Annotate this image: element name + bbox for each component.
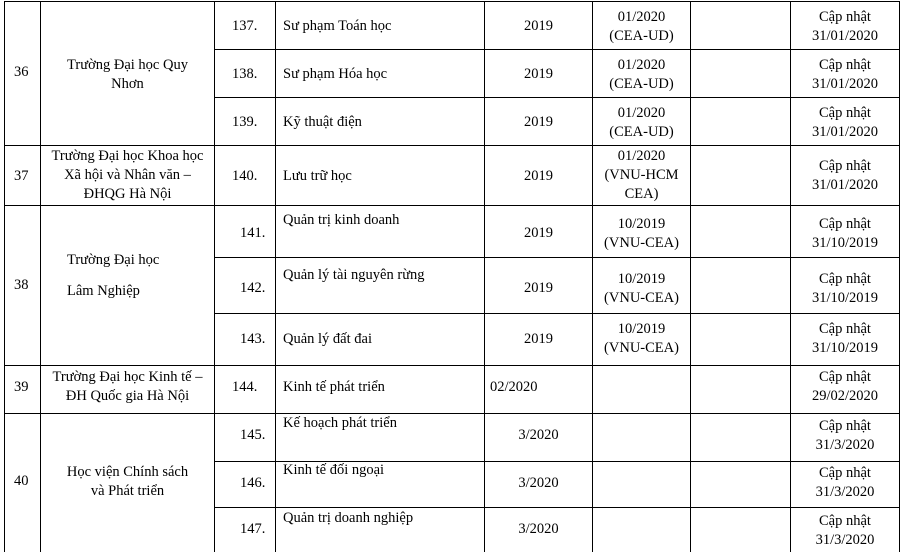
program-name: Kỹ thuật điện: [283, 114, 362, 130]
note-date: 31/3/2020: [815, 532, 875, 548]
program-name: Sư phạm Hóa học: [283, 66, 388, 82]
note: Cập nhật: [819, 158, 871, 174]
school-name-line: ĐHQG Hà Nội: [83, 186, 172, 202]
program-name: Quản trị kinh doanh: [283, 212, 400, 228]
note: Cập nhật: [819, 9, 871, 25]
row-index: 138.: [232, 66, 258, 82]
program-name: Lưu trữ học: [283, 168, 352, 184]
note: Cập nhật: [819, 216, 871, 232]
grid-line: [4, 145, 900, 146]
note-date: 31/3/2020: [815, 484, 875, 500]
grid-line: [4, 365, 900, 366]
year: 2019: [524, 66, 553, 82]
row-index: 142.: [240, 280, 266, 296]
accreditation-org: (VNU-CEA): [604, 235, 679, 251]
grid-line: [4, 1, 5, 552]
school-name-line: Nhơn: [111, 76, 144, 92]
note: Cập nhật: [819, 57, 871, 73]
year: 3/2020: [518, 475, 559, 491]
note-date: 29/02/2020: [811, 388, 879, 404]
program-name: Quản trị doanh nghiệp: [283, 510, 414, 526]
note: Cập nhật: [819, 369, 871, 385]
school-name-line: và Phát triển: [90, 483, 165, 499]
row-index: 145.: [240, 427, 266, 443]
grid-line: [214, 507, 900, 508]
note: Cập nhật: [819, 271, 871, 287]
accreditation-org: (VNU-HCM: [604, 167, 679, 183]
note-date: 31/10/2019: [811, 290, 879, 306]
accreditation-org: (VNU-CEA): [604, 290, 679, 306]
year: 3/2020: [518, 521, 559, 537]
note-date: 31/01/2020: [811, 177, 879, 193]
accreditation: 01/2020: [617, 105, 666, 121]
school-name-line: ĐH Quốc gia Hà Nội: [65, 388, 190, 404]
program-name: Kinh tế phát triển: [283, 379, 385, 395]
grid-line: [690, 1, 691, 552]
program-name: Kế hoạch phát triển: [283, 415, 397, 431]
note-date: 31/01/2020: [811, 76, 879, 92]
school-name-line: Học viện Chính sách: [66, 464, 189, 480]
row-index: 147.: [240, 521, 266, 537]
row-index: 137.: [232, 18, 258, 34]
row-index: 139.: [232, 114, 258, 130]
accreditation: 01/2020: [617, 9, 666, 25]
note: Cập nhật: [819, 105, 871, 121]
note-date: 31/10/2019: [811, 235, 879, 251]
grid-line: [214, 1, 215, 552]
note: Cập nhật: [819, 465, 871, 481]
accreditation: 10/2019: [617, 271, 666, 287]
grid-line: [4, 205, 900, 206]
grid-line: [275, 1, 276, 552]
accreditation-org-cont: CEA): [624, 186, 659, 202]
school-name-line: Xã hội và Nhân văn –: [64, 167, 191, 183]
note: Cập nhật: [819, 321, 871, 337]
accreditation: 01/2020: [617, 148, 666, 164]
row-index: 144.: [232, 379, 258, 395]
grid-line: [4, 413, 900, 414]
school-name-line: Lâm Nghiệp: [67, 283, 140, 299]
program-name: Quản lý đất đai: [283, 331, 372, 347]
group-number: 40: [14, 473, 29, 489]
grid-line: [214, 49, 900, 50]
note-date: 31/3/2020: [815, 437, 875, 453]
school-name-line: Trường Đại học Kinh tế –: [52, 369, 203, 385]
row-index: 146.: [240, 475, 266, 491]
accreditation-org: (CEA-UD): [609, 28, 674, 44]
year: 2019: [524, 331, 553, 347]
program-name: Kinh tế đối ngoại: [283, 462, 385, 478]
program-name: Sư phạm Toán học: [283, 18, 392, 34]
note-date: 31/01/2020: [811, 28, 879, 44]
group-number: 37: [14, 168, 29, 184]
group-number: 38: [14, 277, 29, 293]
grid-line: [4, 1, 900, 2]
school-name-line: Trường Đại học: [67, 252, 160, 268]
school-name-line: Trường Đại học Quy: [67, 57, 188, 73]
group-number: 36: [14, 64, 29, 80]
note: Cập nhật: [819, 513, 871, 529]
grid-line: [214, 97, 900, 98]
accreditation-org: (CEA-UD): [609, 76, 674, 92]
year: 2019: [524, 168, 553, 184]
year: 3/2020: [518, 427, 559, 443]
group-number: 39: [14, 379, 29, 395]
accreditation: 10/2019: [617, 216, 666, 232]
row-index: 143.: [240, 331, 266, 347]
accreditation: 10/2019: [617, 321, 666, 337]
row-index: 140.: [232, 168, 258, 184]
note: Cập nhật: [819, 418, 871, 434]
accreditation: 01/2020: [617, 57, 666, 73]
year: 2019: [524, 18, 553, 34]
accreditation-org: (CEA-UD): [609, 124, 674, 140]
school-name-line: Trường Đại học Khoa học: [51, 148, 204, 164]
note-date: 31/01/2020: [811, 124, 879, 140]
year: 2019: [524, 114, 553, 130]
program-name: Quản lý tài nguyên rừng: [283, 267, 425, 283]
note-date: 31/10/2019: [811, 340, 879, 356]
row-index: 141.: [240, 225, 266, 241]
accreditation-org: (VNU-CEA): [604, 340, 679, 356]
grid-line: [214, 257, 900, 258]
grid-line: [214, 313, 900, 314]
year: 2019: [524, 225, 553, 241]
year: 2019: [524, 280, 553, 296]
year: 02/2020: [490, 379, 538, 395]
